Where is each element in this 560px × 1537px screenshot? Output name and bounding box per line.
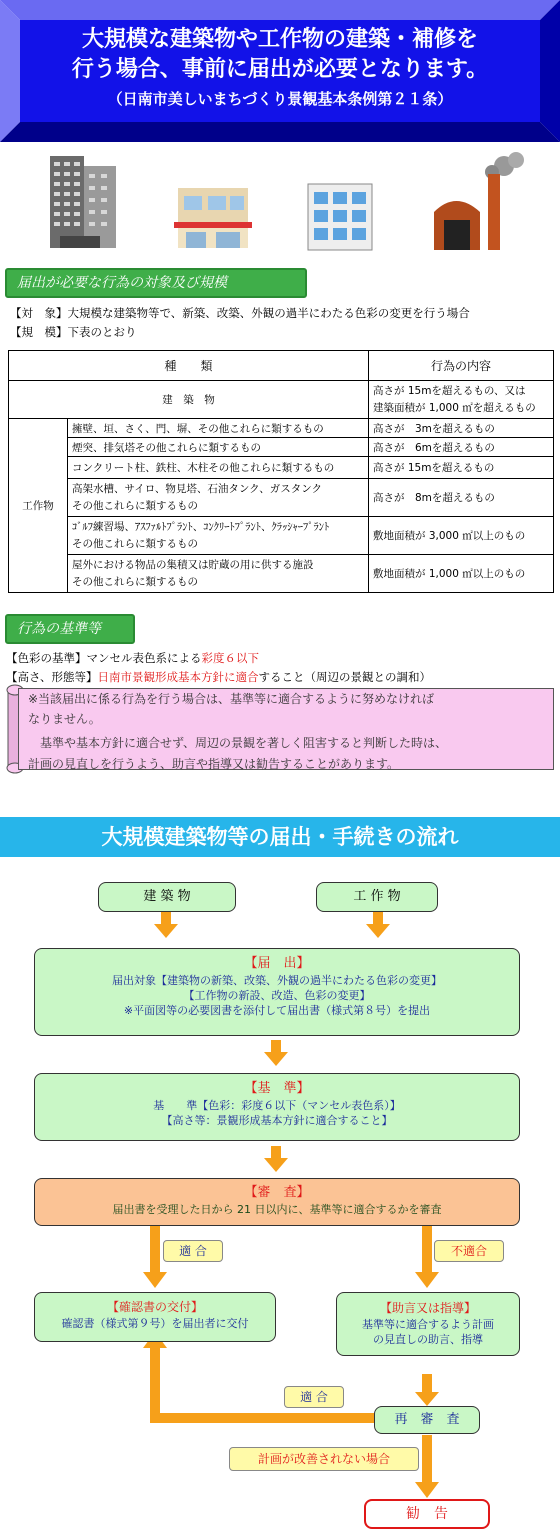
review-box (34, 1178, 520, 1226)
notify-title: 【届 出】 (244, 956, 310, 971)
row-kind: 煙突、排気塔その他これらに類するもの (68, 438, 369, 457)
note-line: ※当該届出に係る行為を行う場合は、基準等に適合するように努めなければ (28, 692, 435, 706)
notify-line: 届出対象【建築物の新築、改築、外観の過半にわたる色彩の変更】 (112, 974, 442, 987)
scale-label: 【規 模】 (10, 325, 68, 339)
pass-label: 適 合 (163, 1240, 223, 1262)
section-heading-standards: 行為の基準等 (5, 614, 135, 644)
row-kind-line: その他これらに類するもの (72, 575, 198, 588)
row-kind (68, 517, 369, 555)
building-content (369, 381, 554, 419)
section-heading-scope: 届出が必要な行為の対象及び規模 (5, 268, 307, 298)
building-content-line: 建築面積が 1,000 ㎡を超えるもの (373, 401, 536, 414)
row-content: 敷地面積が 1,000 ㎡以上のもの (369, 555, 554, 593)
advice-line: の見直しの助言、指導 (373, 1333, 483, 1346)
row-content: 高さが 8mを超えるもの (369, 479, 554, 517)
standard-line: 基 準【色彩：彩度６以下（マンセル表色系）】 (153, 1099, 401, 1112)
target-label: 【対 象】 (10, 306, 68, 320)
note-line: なりません。 (28, 712, 101, 726)
height-standard-text: すること（周辺の景観との調和） (258, 670, 432, 684)
storefront-icon (172, 182, 254, 252)
certificate-title: 【確認書の交付】 (106, 1300, 203, 1314)
review-title: 【審 査】 (244, 1185, 310, 1200)
advice-title: 【助言又は指導】 (379, 1301, 476, 1315)
row-kind-line: ｺﾞﾙﾌ練習場、ｱｽﾌｧﾙﾄﾌﾟﾗﾝﾄ、ｺﾝｸﾘｰﾄﾌﾟﾗﾝﾄ、ｸﾗｯｼｬｰﾌﾟﾗﾝﾄ (72, 520, 330, 533)
height-standard-policy: 日南市景観形成基本方針に適合 (97, 670, 259, 684)
color-standard-line (6, 650, 259, 666)
flow-title: 大規模建築物等の届出・手続きの流れ (0, 817, 560, 857)
banner-subtitle: （日南市美しいまちづくり景観基本条例第２１条） (107, 90, 453, 108)
header-banner (0, 0, 560, 142)
row-kind: 擁壁、垣、さく、門、塀、その他これらに類するもの (68, 419, 369, 438)
building-content-line: 高さが 15mを超えるもの、又は (373, 384, 526, 397)
color-standard-label: 【色彩の基準】 (6, 651, 87, 665)
row-kind-line: 高架水槽、サイロ、物見塔、石油タンク、ガスタンク (72, 482, 323, 495)
notify-line: ※平面図等の必要図書を添付して届出書（様式第８号）を提出 (123, 1004, 431, 1017)
row-kind-line: その他これらに類するもの (72, 499, 198, 512)
notify-line: 【工作物の新設、改造、色彩の変更】 (183, 989, 371, 1002)
banner-title-line2: 行う場合、事前に届出が必要となります。 (71, 57, 489, 82)
rereview-box: 再 審 査 (374, 1406, 480, 1434)
recommendation-box: 勧 告 (364, 1499, 490, 1529)
banner-title-line1: 大規模な建築物や工作物の建築・補修を (81, 27, 478, 52)
row-content: 敷地面積が 3,000 ㎡以上のもの (369, 517, 554, 555)
row-kind-line: その他これらに類するもの (72, 537, 198, 550)
factory-chimney-icon (428, 150, 528, 252)
pass-label-2: 適 合 (284, 1386, 344, 1408)
row-content: 高さが 6mを超えるもの (369, 438, 554, 457)
standard-box (34, 1073, 520, 1141)
building-box: 建 築 物 (98, 882, 236, 912)
table-row (9, 438, 554, 457)
review-line: 届出書を受理した日から 21 日以内に、基準等に適合するかを審査 (112, 1203, 442, 1216)
structure-box: 工 作 物 (316, 882, 438, 912)
target-text: 大規模な建築物等で、新築、改築、外観の過半にわたる色彩の変更を行う場合 (67, 306, 470, 320)
notify-box (34, 948, 520, 1036)
row-kind: コンクリート柱、鉄柱、木柱その他これらに類するもの (68, 457, 369, 479)
apartment-building-icon (302, 180, 378, 252)
scale-line (10, 324, 137, 340)
row-kind (68, 555, 369, 593)
note-scroll (4, 682, 556, 774)
certificate-box (34, 1292, 276, 1342)
color-standard-value: 彩度６以下 (201, 651, 259, 665)
note-line: 基準や基本方針に適合せず、周辺の景観を著しく阻害すると判断した時は、 (28, 736, 448, 750)
color-standard-text: マンセル表色系による (86, 651, 202, 665)
office-tower-icon (44, 150, 124, 252)
target-line (10, 305, 470, 321)
table-row (9, 457, 554, 479)
fail-label: 不適合 (434, 1240, 504, 1262)
table-row (9, 517, 554, 555)
advice-line: 基準等に適合するよう計画 (362, 1318, 494, 1331)
certificate-line: 確認書（様式第９号）を届出者に交付 (61, 1317, 249, 1330)
row-kind-line: 屋外における物品の集積又は貯蔵の用に供する施設 (72, 558, 314, 571)
standard-line: 【高さ等：景観形成基本方針に適合すること】 (161, 1114, 393, 1127)
table-header-content: 行為の内容 (369, 351, 554, 381)
scale-text: 下表のとおり (67, 325, 137, 339)
height-standard-label: 【高さ、形態等】 (6, 670, 98, 684)
scale-table (8, 350, 554, 593)
building-label: 建 築 物 (9, 381, 369, 419)
note-line: 計画の見直しを行うよう、助言や指導又は勧告することがあります。 (28, 757, 400, 771)
table-row (9, 419, 554, 438)
table-row (9, 479, 554, 517)
standard-title: 【基 準】 (244, 1081, 310, 1096)
table-row (9, 555, 554, 593)
row-content: 高さが 15mを超えるもの (369, 457, 554, 479)
table-header-kind: 種 類 (9, 351, 369, 381)
row-kind (68, 479, 369, 517)
row-content: 高さが 3mを超えるもの (369, 419, 554, 438)
structure-label: 工作物 (9, 419, 68, 593)
not-improved-label: 計画が改善されない場合 (229, 1447, 419, 1471)
advice-box (336, 1292, 520, 1356)
